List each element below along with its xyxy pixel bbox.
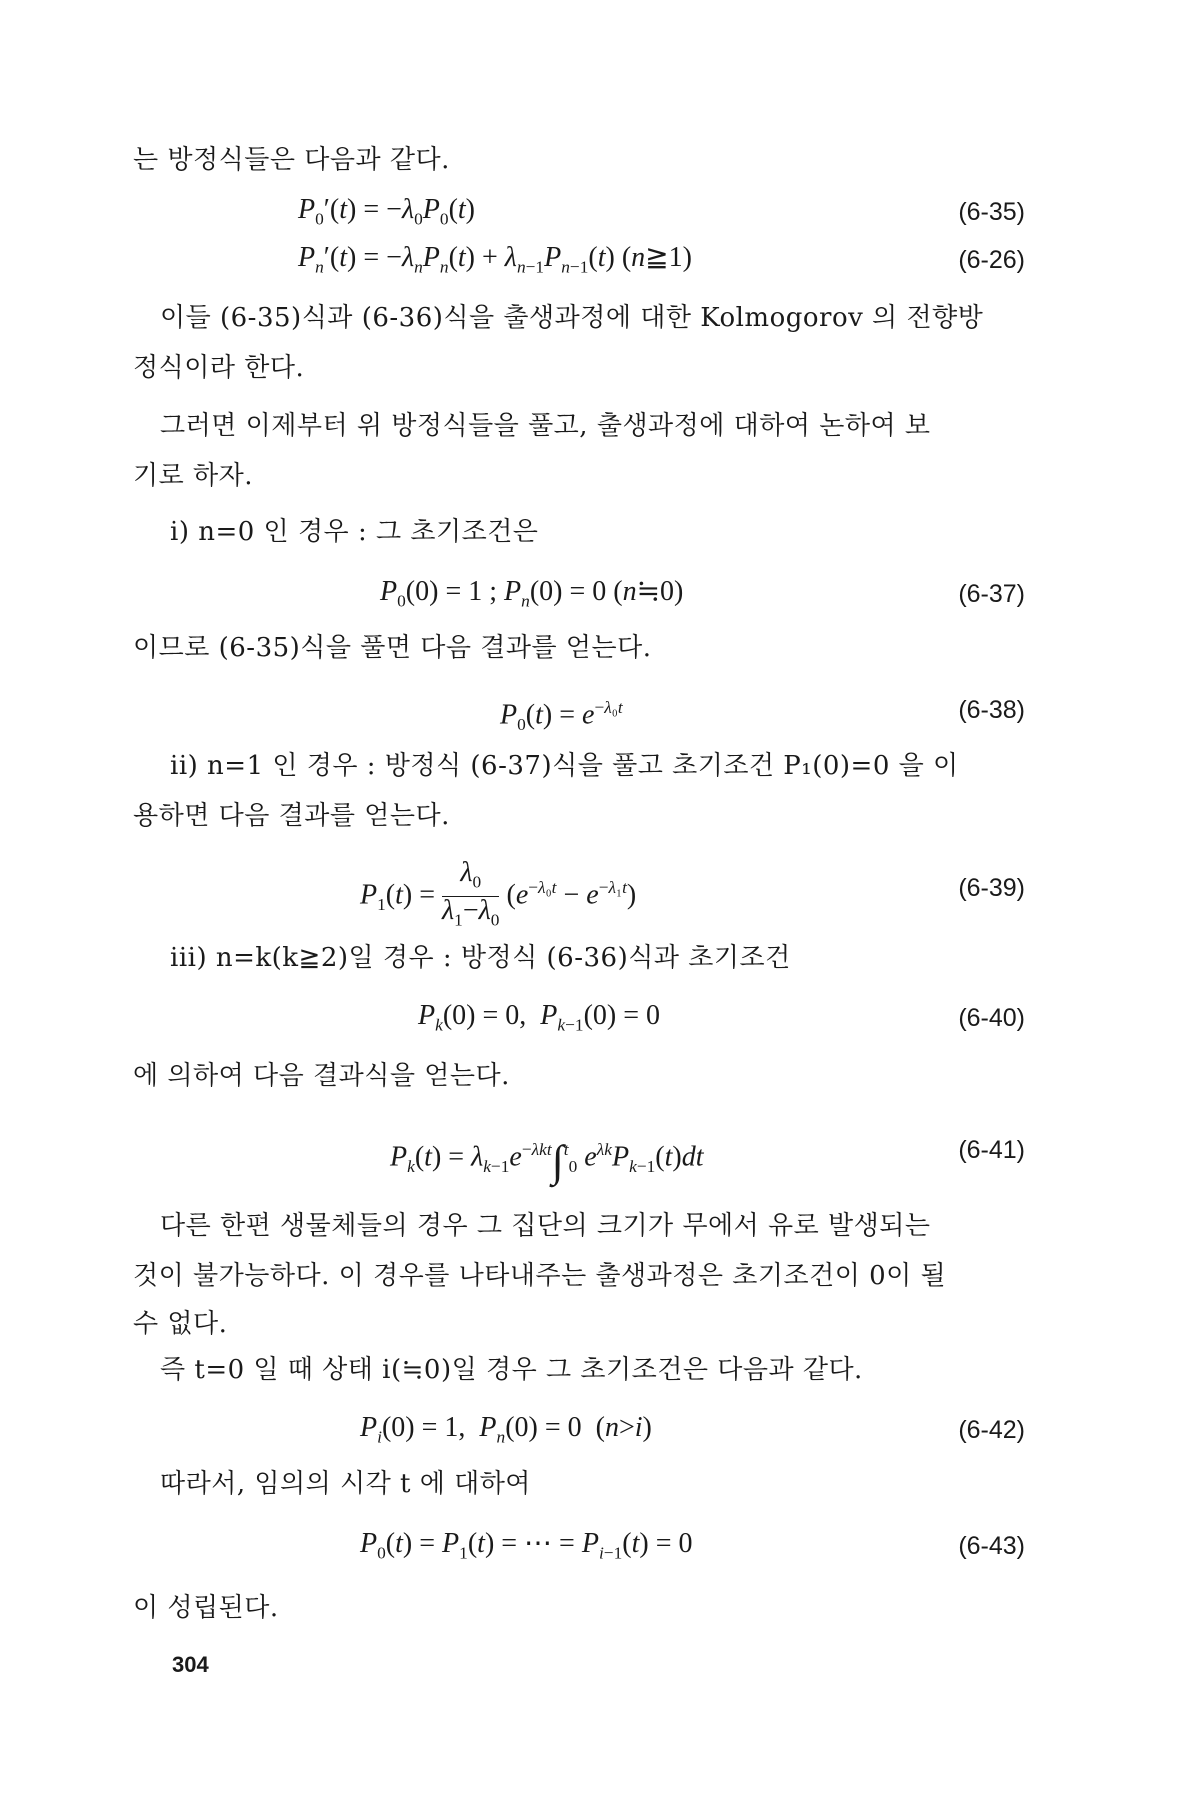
equation-6-40: $P_k(0) = 0$, $P_{k-1}(0) = 0$ bbox=[418, 1000, 661, 1035]
equation-6-35: $P_0'(t) = -\lambda_0P_0(t)$ bbox=[298, 194, 475, 229]
paragraph-solve: 이므로 (6-35)식을 풀면 다음 결과를 얻는다. bbox=[133, 633, 652, 663]
equation-6-38: $P_0(t) = e^{-\lambda_0t}$ bbox=[500, 698, 623, 734]
paragraph-organisms: 다른 한편 생물체들의 경우 그 집단의 크기가 무에서 유로 발생되는 bbox=[160, 1211, 931, 1241]
equation-number: (6-43) bbox=[958, 1532, 1025, 1560]
equation-number: (6-40) bbox=[958, 1004, 1025, 1032]
paragraph-intro: 는 방정식들은 다음과 같다. bbox=[133, 145, 450, 175]
case-heading-2: ii) n=1 인 경우 : 방정식 (6-37)식을 풀고 초기조건 P₁(0)=0 을 이 bbox=[170, 751, 959, 781]
paragraph-result: 에 의하여 다음 결과식을 얻는다. bbox=[133, 1061, 510, 1091]
paragraph-therefore: 따라서, 임의의 시각 t 에 대하여 bbox=[160, 1469, 531, 1499]
equation-6-37: $P_0(0) = 1$ ; $P_n(0) = 0$ (n≒0) bbox=[380, 576, 684, 611]
paragraph-initial-state: 즉 t=0 일 때 상태 i(≒0)일 경우 그 초기조건은 다음과 같다. bbox=[160, 1355, 863, 1385]
paragraph-organisms-cont2: 수 없다. bbox=[133, 1309, 228, 1339]
paragraph-kolmogorov-cont: 정식이라 한다. bbox=[133, 353, 305, 383]
paragraph-then-cont: 기로 하자. bbox=[133, 461, 253, 491]
equation-number: (6-38) bbox=[958, 696, 1025, 724]
case-heading-1: i) n=0 인 경우 : 그 초기조건은 bbox=[170, 517, 539, 547]
page-number: 304 bbox=[172, 1652, 209, 1677]
equation-number: (6-41) bbox=[958, 1136, 1025, 1164]
equation-6-39: $P_1(t)$ = $\frac{\lambda_0}{\lambda_1-\lambda_0}$ $(e^{-\lambda_0t} - e^{-\lambda_1t})$ bbox=[360, 856, 637, 930]
equation-number: (6-42) bbox=[958, 1416, 1025, 1444]
paragraph-holds: 이 성립된다. bbox=[133, 1593, 279, 1623]
paragraph-kolmogorov: 이들 (6-35)식과 (6-36)식을 출생과정에 대한 Kolmogorov 의 전향방 bbox=[160, 303, 984, 333]
paragraph-then: 그러면 이제부터 위 방정식들을 풀고, 출생과정에 대하여 논하여 보 bbox=[160, 411, 931, 441]
equation-number: (6-35) bbox=[958, 198, 1025, 226]
case-heading-2-cont: 용하면 다음 결과를 얻는다. bbox=[133, 801, 450, 831]
case-heading-3: iii) n=k(k≧2)일 경우 : 방정식 (6-36)식과 초기조건 bbox=[170, 943, 791, 973]
paragraph-organisms-cont1: 것이 불가능하다. 이 경우를 나타내주는 출생과정은 초기조건이 0이 될 bbox=[133, 1261, 947, 1291]
equation-6-43: $P_0(t) = P_1(t)$ = ⋯ = $P_{i-1}(t) = 0$ bbox=[360, 1528, 693, 1563]
equation-6-41: $P_k(t) = \lambda_{k-1}e^{-\lambda kt}\int^t_0$ $e^{\lambda k}P_{k-1}(t)dt$ bbox=[390, 1136, 704, 1186]
equation-number: (6-37) bbox=[958, 580, 1025, 608]
equation-number: (6-39) bbox=[958, 874, 1025, 902]
equation-6-42: $P_i(0) = 1$, $P_n(0) = 0$ (n>i) bbox=[360, 1412, 652, 1447]
equation-6-26: $P_n'(t) = -\lambda_nP_n(t) + \lambda_{n-1}P_{n-1}(t)$ (n≧1) bbox=[298, 242, 692, 277]
equation-number: (6-26) bbox=[958, 246, 1025, 274]
